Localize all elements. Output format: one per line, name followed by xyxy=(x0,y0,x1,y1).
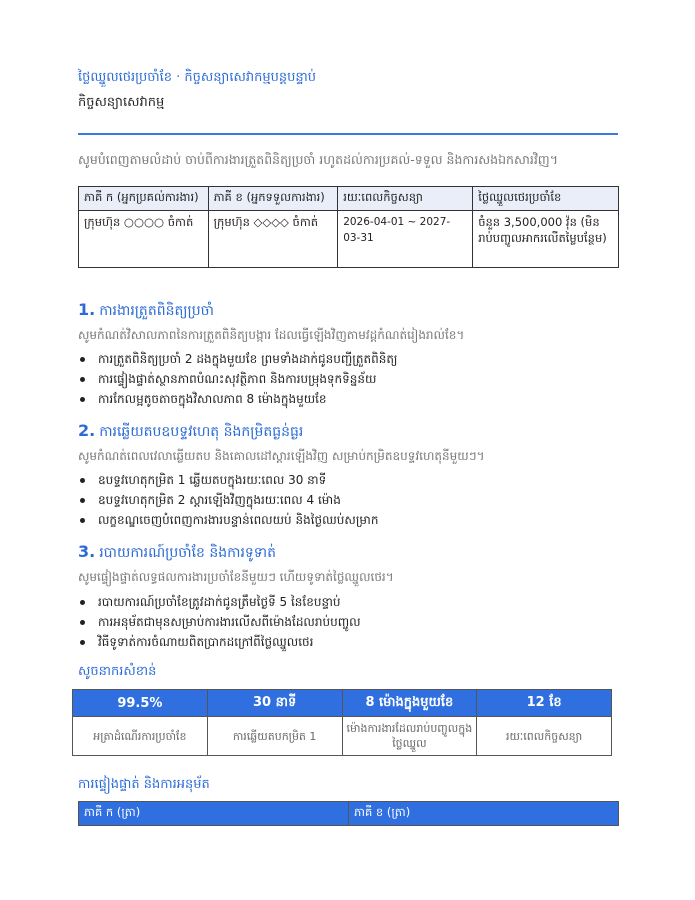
table-cell: 2026-04-01 ~ 2027-03-31 xyxy=(338,211,473,268)
kpi-table xyxy=(72,689,612,756)
section-list xyxy=(78,470,378,530)
section-heading xyxy=(78,300,214,322)
column-header: រយៈពេលកិច្ចសន្យា xyxy=(338,187,473,211)
section-list xyxy=(78,349,398,409)
section-description: សូមកំណត់វិសាលភាពនៃការត្រួតពិនិត្យបង្ការ ដែលធ្វើឡើងវិញតាមវដ្តកំណត់រៀងរាល់ខែ។ xyxy=(78,328,465,342)
section-title: របាយការណ៍ប្រចាំខែ និងការទូទាត់ xyxy=(99,545,277,561)
kpi-label: អត្រាដំណើរការប្រចាំខែ xyxy=(73,717,208,756)
parties-table-header xyxy=(79,187,619,211)
section-description: សូមកំណត់ពេលវេលាឆ្លើយតប និងគោលដៅស្តារឡើងវិញ សម្រាប់កម្រិតឧបទ្ទវហេតុនីមួយៗ។ xyxy=(78,449,485,463)
header-divider xyxy=(78,133,618,135)
document-subtitle: កិច្ចសន្យាសេវាកម្ម xyxy=(78,95,165,110)
list-item: លក្ខខណ្ឌចេញបំពេញការងារបន្ទាន់ពេលយប់ និងថ្ងៃឈប់សម្រាក xyxy=(78,510,378,530)
document-title: ថ្លៃឈ្នួលថេរប្រចាំខែ · កិច្ចសន្យាសេវាកម្មបន្តបន្ទាប់ xyxy=(78,70,316,85)
signature-cell-party-a: ភាគី ក (ត្រា) xyxy=(79,802,349,826)
kpi-labels-row xyxy=(73,717,612,756)
section-heading xyxy=(78,542,276,564)
kpi-heading: សូចនាករសំខាន់ xyxy=(78,664,157,679)
section-number: 1. xyxy=(78,300,96,319)
kpi-value: 8 ម៉ោងក្នុងមួយខែ xyxy=(342,690,477,717)
parties-table xyxy=(78,186,619,268)
list-item: ការផ្ទៀងផ្ទាត់ស្ថានភាពបំណះសុវត្ថិភាព និងការបម្រុងទុកទិន្នន័យ xyxy=(78,369,398,389)
kpi-label: ម៉ោងការងារដែលរាប់បញ្ចូលក្នុងថ្លៃឈ្នួល xyxy=(342,717,477,756)
intro-text: សូមបំពេញតាមលំដាប់ ចាប់ពីការងារត្រួតពិនិត្យប្រចាំ រហូតដល់ការប្រគល់-ទទួល និងការសងឯកសារវិញ។ xyxy=(78,152,558,167)
section-list xyxy=(78,592,361,652)
table-cell: ក្រុមហ៊ុន ◇◇◇◇ ចំកាត់ xyxy=(208,211,338,268)
list-item: ការកែលម្អតូចតាចក្នុងវិសាលភាព 8 ម៉ោងក្នុងមួយខែ xyxy=(78,389,398,409)
kpi-label: រយៈពេលកិច្ចសន្យា xyxy=(477,717,612,756)
signature-row xyxy=(79,802,619,826)
kpi-value: 30 នាទី xyxy=(207,690,342,717)
list-item: ឧបទ្ទវហេតុកម្រិត 2 ស្តារឡើងវិញក្នុងរយៈពេល 4 ម៉ោង xyxy=(78,490,378,510)
column-header: ភាគី ខ (អ្នកទទួលការងារ) xyxy=(208,187,338,211)
signature-table xyxy=(78,801,619,826)
table-row xyxy=(79,211,619,268)
section-description: សូមផ្ទៀងផ្ទាត់លទ្ធផលការងារប្រចាំខែនីមួយៗ ហើយទូទាត់ថ្លៃឈ្នួលថេរ។ xyxy=(78,570,394,584)
signature-heading: ការផ្ទៀងផ្ទាត់ និងការអនុម័ត xyxy=(78,777,210,792)
table-cell: ក្រុមហ៊ុន ○○○○ ចំកាត់ xyxy=(79,211,209,268)
section-title: ការឆ្លើយតបឧបទ្ទវហេតុ និងកម្រិតធ្ងន់ធ្ងរ xyxy=(99,424,304,440)
list-item: របាយការណ៍ប្រចាំខែត្រូវដាក់ជូនត្រឹមថ្ងៃទី 5 នៃខែបន្ទាប់ xyxy=(78,592,361,612)
section-number: 2. xyxy=(78,421,96,440)
section-heading xyxy=(78,421,303,443)
list-item: ការអនុម័តជាមុនសម្រាប់ការងារលើសពីម៉ោងដែលរាប់បញ្ចូល xyxy=(78,612,361,632)
kpi-value: 12 ខែ xyxy=(477,690,612,717)
kpi-values-row xyxy=(73,690,612,717)
list-item: វិធីទូទាត់ការចំណាយពិតប្រាកដក្រៅពីថ្លៃឈ្នួលថេរ xyxy=(78,632,361,652)
table-cell: ចំនួន 3,500,000 វ៉ុន (មិនរាប់បញ្ចូលអាករលើតម្លៃបន្ថែម) xyxy=(473,211,619,268)
list-item: ឧបទ្ទវហេតុកម្រិត 1 ឆ្លើយតបក្នុងរយៈពេល 30 នាទី xyxy=(78,470,378,490)
list-item: ការត្រួតពិនិត្យប្រចាំ 2 ដងក្នុងមួយខែ ព្រមទាំងដាក់ជូនបញ្ជីត្រួតពិនិត្យ xyxy=(78,349,398,369)
column-header: ថ្លៃឈ្នួលថេរប្រចាំខែ xyxy=(473,187,619,211)
signature-cell-party-b: ភាគី ខ (ត្រា) xyxy=(349,802,619,826)
kpi-label: ការឆ្លើយតបកម្រិត 1 xyxy=(207,717,342,756)
section-title: ការងារត្រួតពិនិត្យប្រចាំ xyxy=(99,303,214,319)
section-number: 3. xyxy=(78,542,96,561)
column-header: ភាគី ក (អ្នកប្រគល់ការងារ) xyxy=(79,187,209,211)
kpi-value: 99.5% xyxy=(73,690,208,717)
